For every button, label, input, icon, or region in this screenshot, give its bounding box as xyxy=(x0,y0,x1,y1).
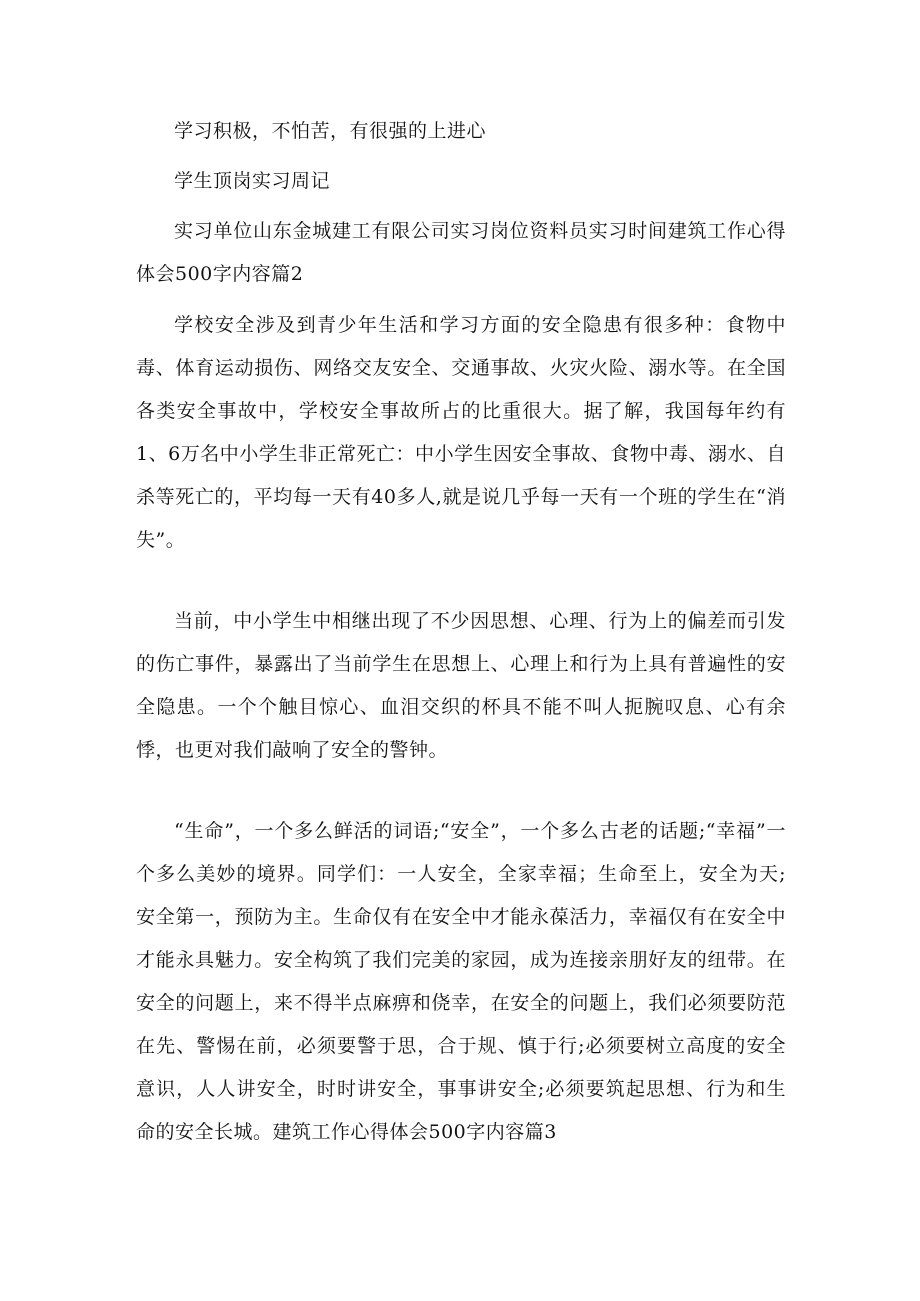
paragraph-5: “生命”，一个多么鲜活的词语;“安全”，一个多么古老的话题;“幸福”一个多么美妙的境界。同学们：一人安全，全家幸福；生命至上，安全为天;安全第一，预防为主。生命仅有在安全中才能永葆活力，幸福仅有在安全中才能永具魅力。安全构筑了我们完美的家园，成为连接亲朋好友的纽带。在安全的问题上，来不得半点麻痹和侥幸，在安全的问题上，我们必须要防范在先、警惕在前，必须要警于思，合于规、慎于行;必须要树立高度的安全意识，人人讲安全，时时讲安全，事事讲安全;必须要筑起思想、行为和生命的安全长城。建筑工作心得体会500字内容篇3 xyxy=(136,820,786,1143)
paragraph-1: 学习积极，不怕苦，有很强的上进心 xyxy=(174,120,487,142)
paragraph-3: 学校安全涉及到青少年生活和学习方面的安全隐患有很多种：食物中毒、体育运动损伤、网络交友安全、交通事故、火灾火险、溺水等。在全国各类安全事故中，学校安全事故所占的比重很大。据了解，我国每年约有1、6万名中小学生非正常死亡：中小学生因安全事故、食物中毒、溺水、自杀等死亡的，平均每一天有40多人,就是说几乎每一天有一个班的学生在“消失”。 xyxy=(136,314,786,551)
paragraph-title: 学生顶岗实习周记 xyxy=(174,170,331,192)
paragraph-4: 当前，中小学生中相继出现了不少因思想、心理、行为上的偏差而引发的伤亡事件，暴露出了当前学生在思想上、心理上和行为上具有普遍性的安全隐患。一个个触目惊心、血泪交织的杯具不能不叫人扼腕叹息、心有余悸，也更对我们敲响了安全的警钟。 xyxy=(136,610,786,761)
paragraph-2: 实习单位山东金城建工有限公司实习岗位资料员实习时间建筑工作心得体会500字内容篇2 xyxy=(136,220,786,285)
